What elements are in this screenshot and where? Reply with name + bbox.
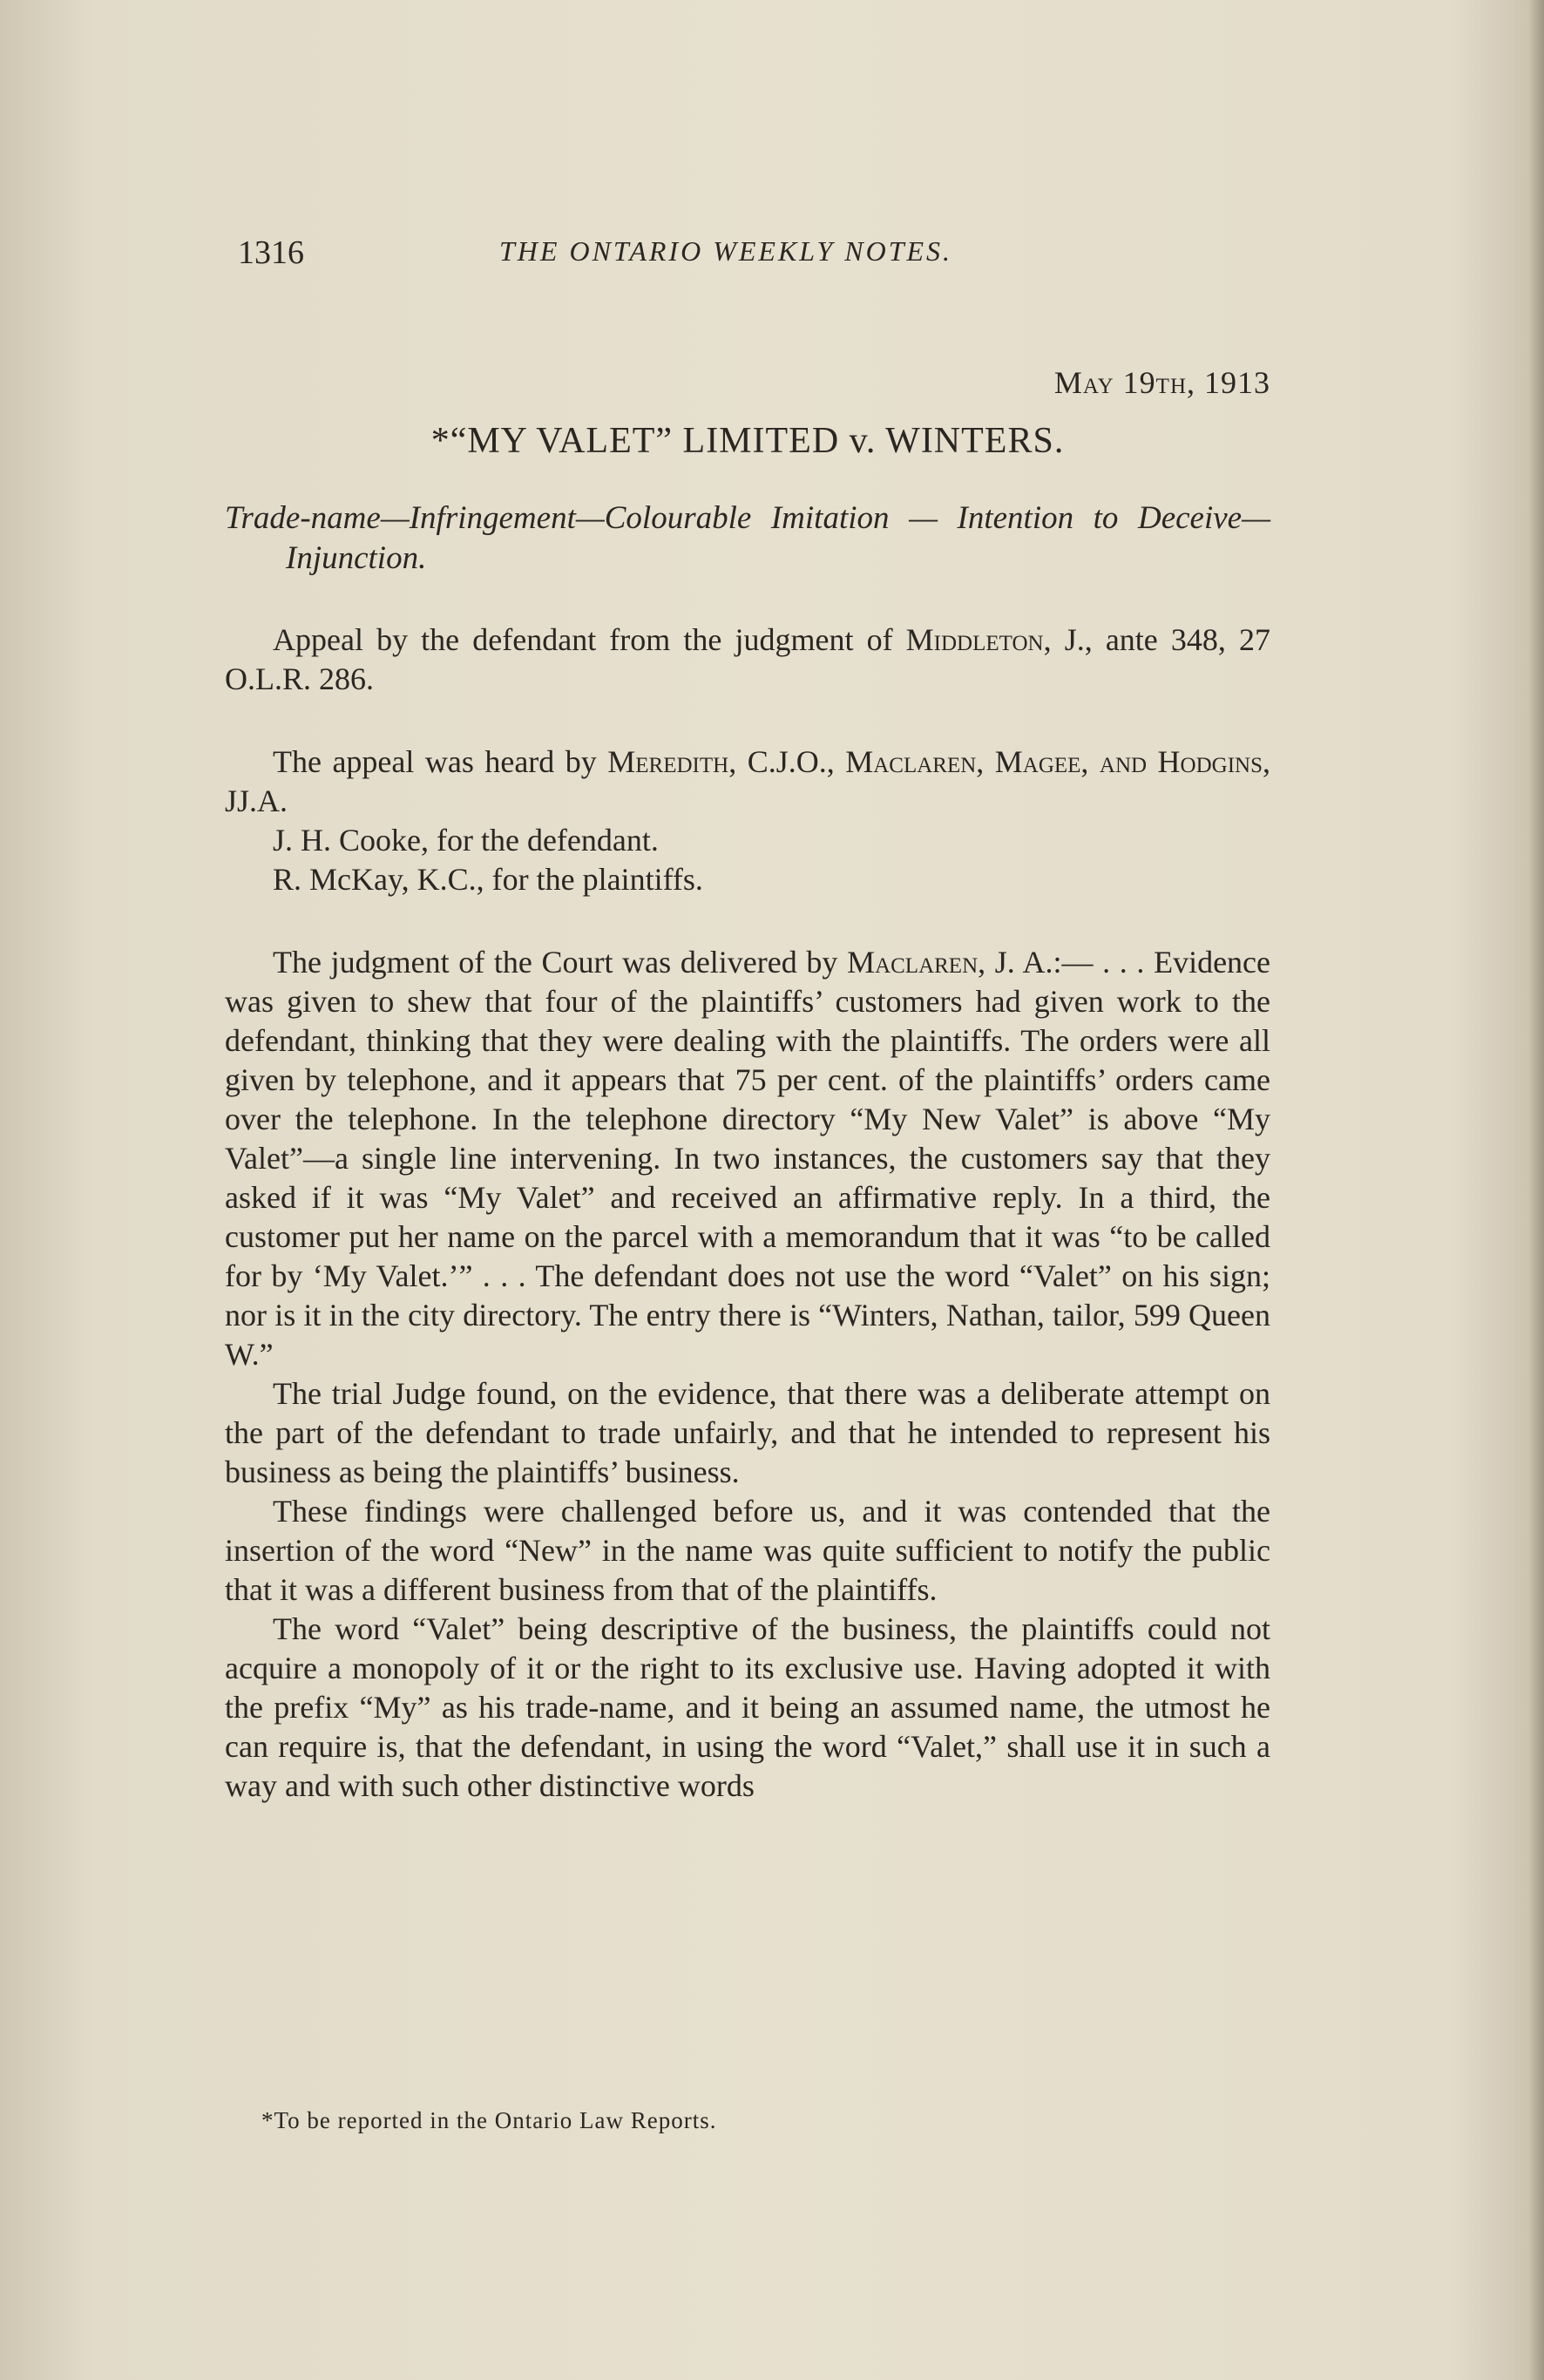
footnote: *To be reported in the Ontario Law Reports. <box>261 2107 717 2133</box>
hearing-text-end: , JJ.A. <box>225 744 1271 818</box>
judgment-paragraph <box>225 943 1270 1374</box>
page-edge-shadow <box>1528 0 1544 2380</box>
trial-judge-paragraph: The trial Judge found, on the evidence, that there was a deliberate attempt on the part of the defendant to trade unfairly, and that he intended to represent his business as being the plaintiffs’ business. <box>225 1376 1270 1489</box>
hearing-paragraph <box>225 742 1270 821</box>
judgment-judge-name: Maclaren <box>847 945 979 980</box>
appeal-paragraph <box>225 620 1270 699</box>
judgment-text-start: The judgment of the Court was delivered by <box>273 945 848 980</box>
hearing-text-start: The appeal was heard by <box>273 744 608 779</box>
journal-title: THE ONTARIO WEEKLY NOTES. <box>499 235 953 267</box>
running-head <box>225 225 1270 277</box>
valet-word-paragraph: The word “Valet” being descriptive of the business, the plaintiffs could not acquire a monopoly of it or the right to its exclusive use. Having adopted it with the prefix “My” as his trade-name, and it being an assumed name, the utmost he can require is, that the defendant, in using the word “Valet,” shall use it in such a way and with such other distinctive words <box>225 1611 1270 1803</box>
counsel-defendant: J. H. Cooke, for the defendant. <box>273 823 659 858</box>
appeal-text-start: Appeal by the defendant from the judgment of <box>273 622 906 657</box>
text-column <box>225 225 1270 1806</box>
case-title: *“MY VALET” LIMITED v. WINTERS. <box>430 421 1065 461</box>
counsel-plaintiffs: R. McKay, K.C., for the plaintiffs. <box>273 862 703 897</box>
appeal-text-end: , J., ante 348, 27 O.L.R. 286. <box>225 622 1270 696</box>
headnote: Trade-name—Infringement—Colourable Imitation — Intention to Deceive—Injunction. <box>225 500 1270 576</box>
appeal-judge-name: Middleton <box>905 622 1044 657</box>
hearing-judge-names: Meredith, C.J.O., Maclaren, Magee, and Hodgins <box>607 744 1263 779</box>
findings-paragraph: These findings were challenged before us, and it was contended that the insertion of the word “New” in the name was quite sufficient to notify the public that it was a different business from that of the plaintiffs. <box>225 1494 1270 1607</box>
judgment-text-body: , J. A.:— . . . Evidence was given to shew that four of the plaintiffs’ customers had given work to the defendant, thinking that they were dealing with the plaintiffs. The orders were all given by telephone, and it appears that 75 per cent. of the plaintiffs’ orders came over the telephone. In the telephone directory “My New Valet” is above “My Valet”—a single line intervening. In two instances, the customers say that they asked if it was “My Valet” and received an affirmative reply. In a third, the customer put her name on the parcel with a memorandum that it was “to be called for by ‘My Valet.’” . . . The defendant does not use the word “Valet” on his sign; nor is it in the city directory. The entry there is “Winters, Nathan, tailor, 599 Queen W.” <box>225 945 1271 1372</box>
page-number: 1316 <box>238 234 304 271</box>
decision-date: May 19th, 1913 <box>1053 365 1270 400</box>
